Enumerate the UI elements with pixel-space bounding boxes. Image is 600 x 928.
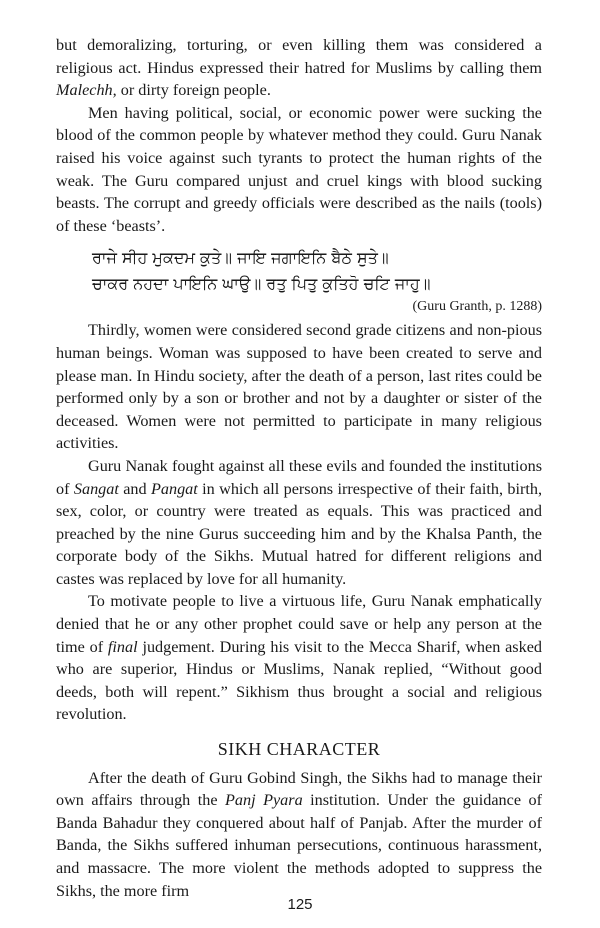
section-heading: SIKH CHARACTER bbox=[217, 739, 381, 760]
paragraph-text: but demoralizing, torturing, or even killing them was considered a religious act. Hindus expressed their hatred for Muslims by calling them bbox=[56, 36, 542, 77]
verse-line-2: ਚਾਕਰ ਨਹਦਾ ਪਾਇਨਿ ਘਾਉ॥ ਰਤੁ ਪਿਤੁ ਕੁਤਿਹੋ ਚਟਿ ਜਾਹੁ॥ bbox=[92, 274, 431, 294]
paragraph-sikh-character: After the death of Guru Gobind Singh, the Sikhs had to manage their own affairs through the Panj Pyara institution. Under the guidance of Banda Bahadur they conquered about half of Panjab. After the murder of Banda, the Sikhs suffered inhuman persecutions, continuous harassment, and massacre. The more violent the methods adopted to suppress the Sikhs, the more firm bbox=[56, 768, 542, 900]
paragraph-women: Thirdly, women were considered second grade citizens and non-pious human beings. Woman was supposed to have been created to serve and please man. In Hindu society, after the death of a person, last rites could be performed only by a son or brother and not by a daughter or sister of the deceased. Women were not permitted to participate in many religious activities. bbox=[56, 321, 542, 453]
verse-citation: (Guru Granth, p. 1288) bbox=[412, 299, 542, 315]
paragraph-institutions: Guru Nanak fought against all these evils and founded the institutions of Sangat and Pangat in which all persons irrespective of their faith, birth, sex, color, or country were treated as equals. This was practiced and preached by the nine Gurus succeeding him and by the Khalsa Panth, the corporate body of the Sikhs. Mutual hatred for different religions and castes was replaced by love for all humanity. bbox=[56, 456, 543, 588]
paragraph-continuation bbox=[56, 34, 542, 102]
page-number: 125 bbox=[287, 896, 313, 913]
paragraph-tyrants: Men having political, social, or economic power were sucking the blood of the common people by whatever method they could. Guru Nanak raised his voice against such tyrants to protect the human rights of the weak. The Guru compared unjust and cruel kings with blood sucking beasts. The corrupt and greedy officials were described as the nails (tools) of these ‘beasts’. bbox=[56, 103, 542, 235]
italic-term: Malechh, bbox=[56, 81, 117, 100]
italic-term: Sangat bbox=[73, 479, 119, 498]
italic-term: Panj Pyara bbox=[225, 791, 303, 810]
paragraph-text: or dirty foreign people. bbox=[116, 81, 271, 100]
italic-term: final bbox=[107, 637, 138, 656]
gurbani-verse bbox=[56, 245, 542, 297]
paragraph-virtuous-life: To motivate people to live a virtuous life, Guru Nanak emphatically denied that he or any other prophet could save or help any person at the time of final judgement. During his visit to the Mecca Sharif, when asked who are superior, Hindus or Muslims, Nanak replied, “Without good deeds, both will repent.” Sikhism thus brought a social and religious revolution. bbox=[56, 592, 542, 724]
italic-term: Pangat bbox=[151, 479, 198, 498]
page-body bbox=[56, 34, 542, 902]
verse-line-1: ਰਾਜੇ ਸੀਹ ਮੁਕਦਮ ਕੁਤੇ॥ ਜਾਇ ਜਗਾਇਨਿ ਬੈਠੇ ਸੁਤੇ॥ bbox=[92, 248, 389, 268]
